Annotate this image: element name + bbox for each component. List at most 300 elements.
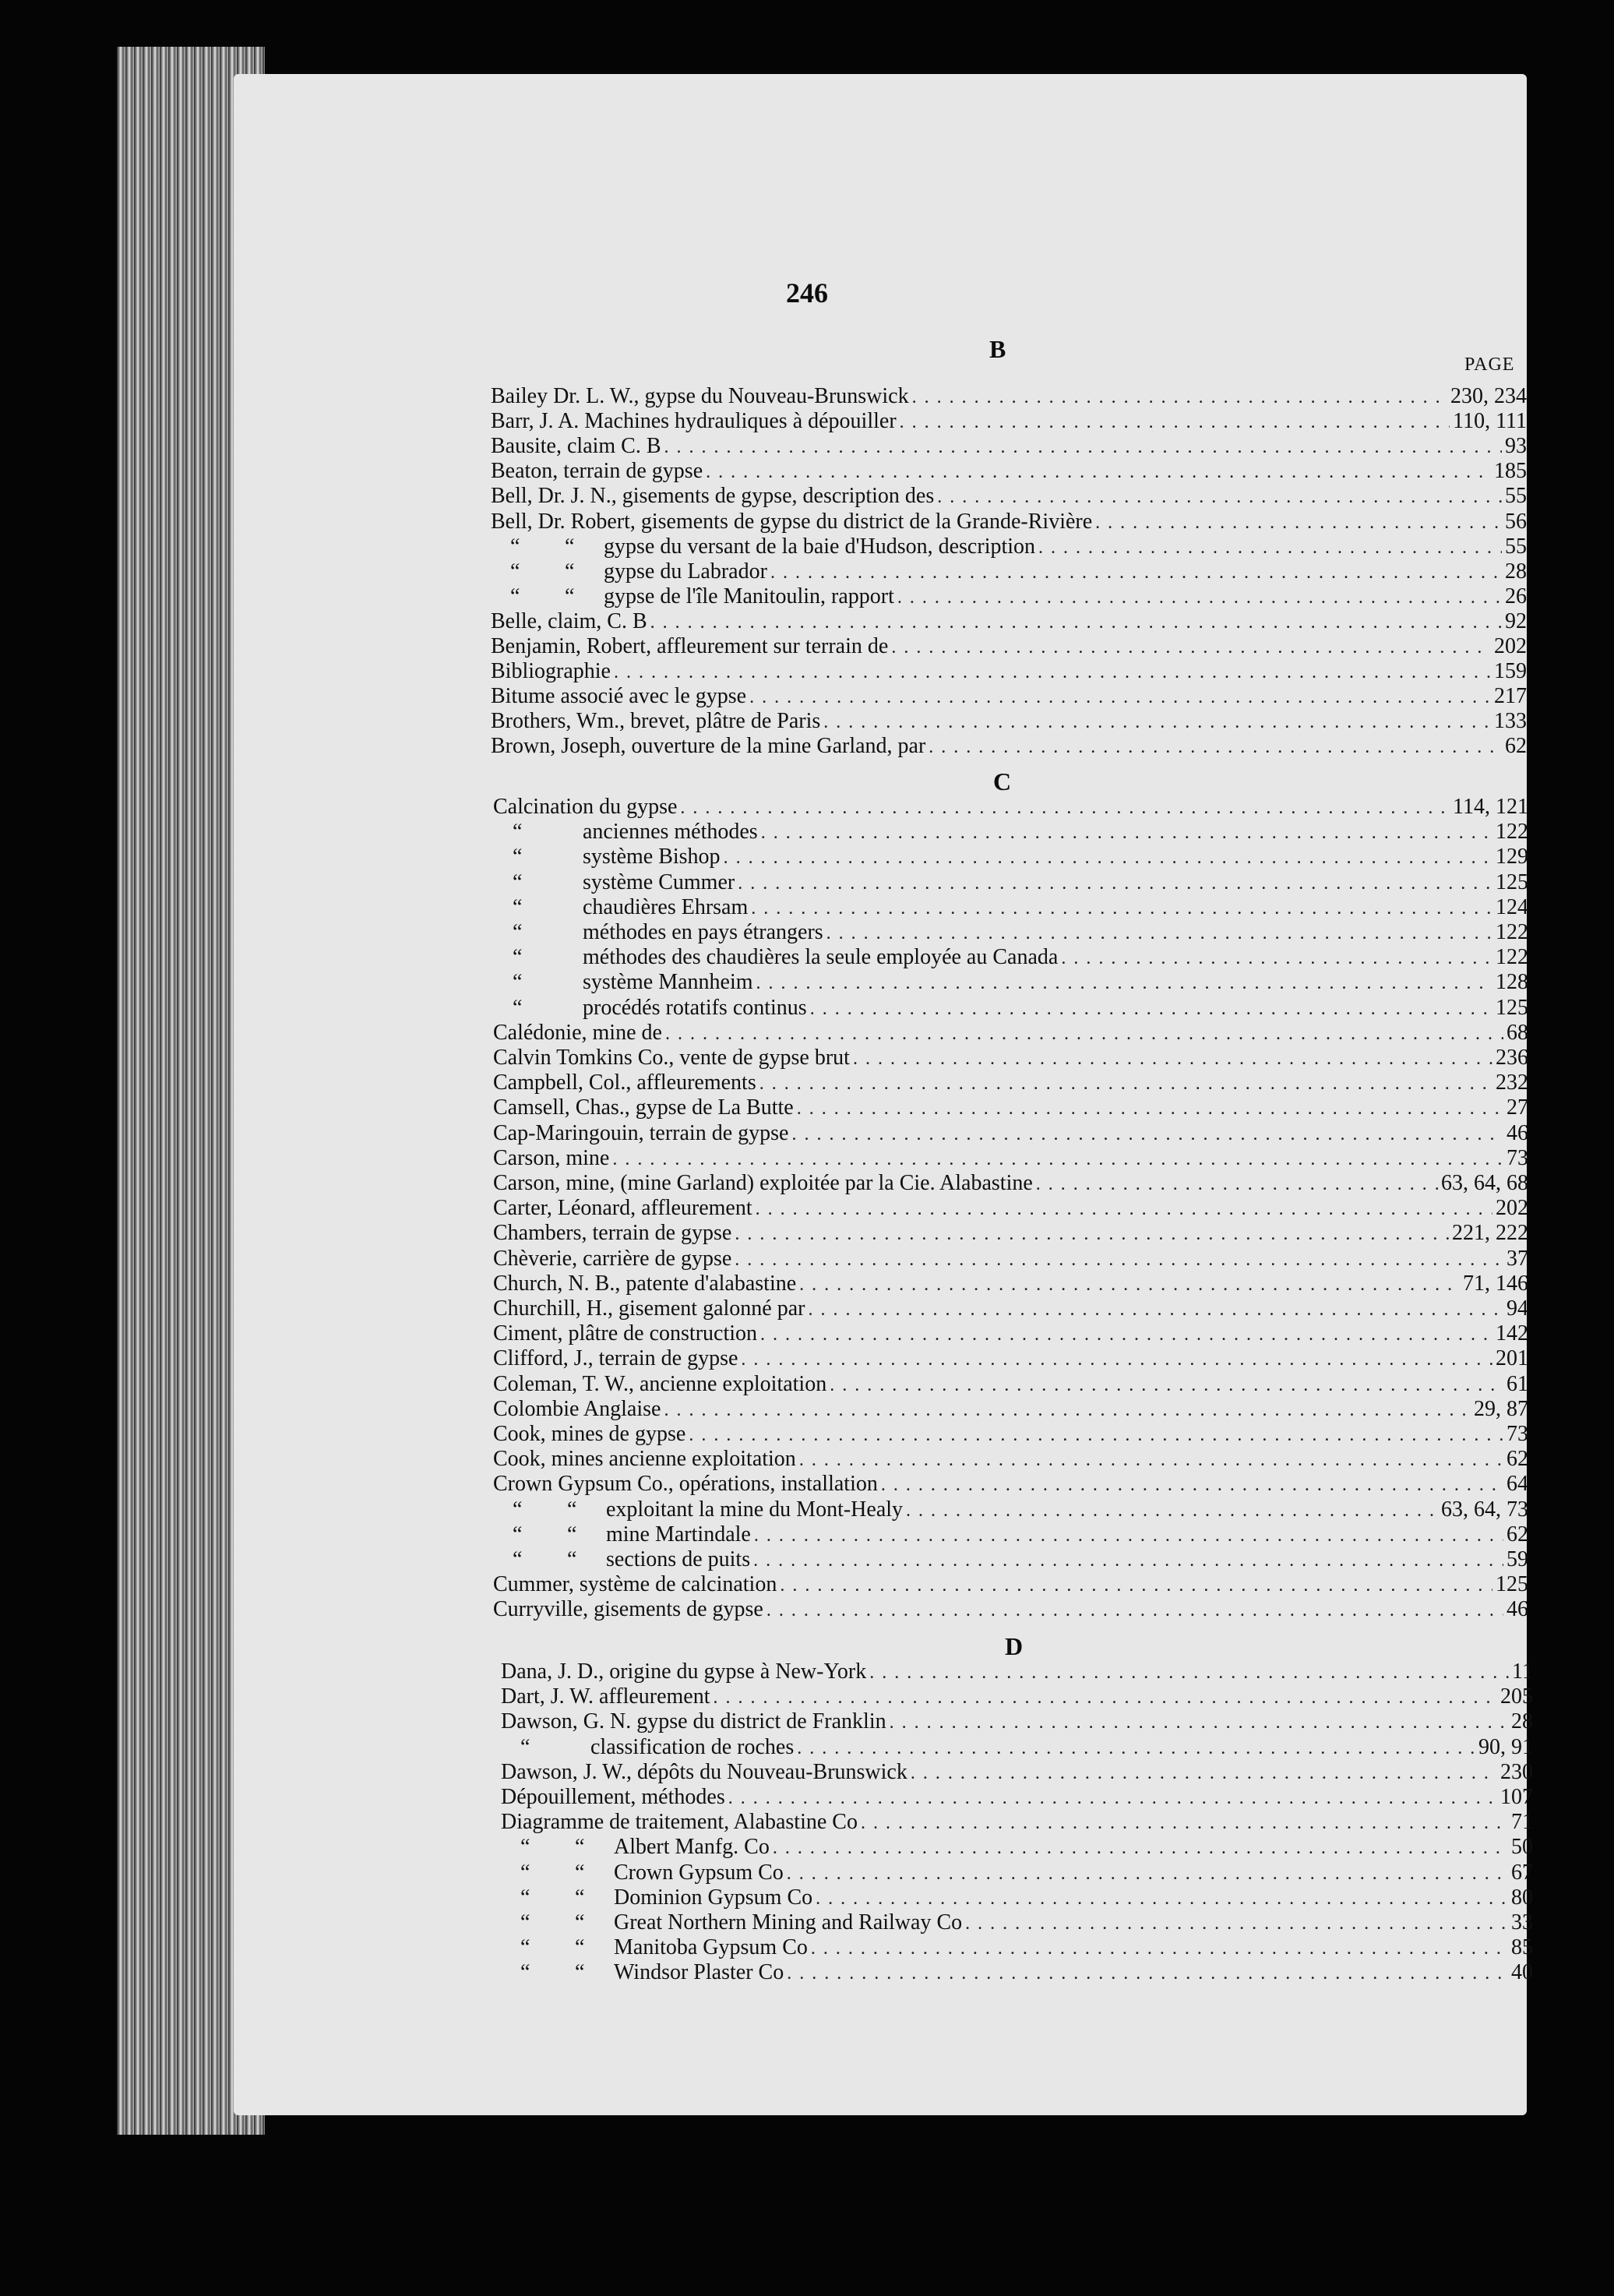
index-entry-text: Carson, mine, (mine Garland) exploitée par la Cie. Alabastine bbox=[493, 1171, 1033, 1195]
index-entry-text: Cap-Maringouin, terrain de gypse bbox=[493, 1120, 789, 1145]
ditto-mark: “ bbox=[513, 995, 523, 1020]
index-entry-pages: 37 bbox=[1507, 1246, 1528, 1271]
index-entry bbox=[493, 1547, 1528, 1572]
index-entry bbox=[493, 795, 1528, 820]
ditto-mark: “ bbox=[567, 1497, 577, 1522]
index-entry-label bbox=[493, 1397, 661, 1422]
ditto-mark: “ bbox=[575, 1835, 585, 1860]
index-entry-text: classification de roches bbox=[590, 1734, 795, 1759]
dot-leader bbox=[780, 1573, 1492, 1598]
index-entry bbox=[493, 1597, 1528, 1622]
index-entry-pages: 125 bbox=[1496, 995, 1528, 1020]
index-entry bbox=[493, 1146, 1528, 1171]
ditto-mark: “ bbox=[575, 1910, 585, 1934]
index-entry-pages: 55 bbox=[1505, 484, 1527, 509]
index-entry-text: Dana, J. D., origine du gypse à New-York bbox=[501, 1659, 867, 1684]
index-entry-pages: 94 bbox=[1507, 1296, 1528, 1321]
ditto-mark: “ bbox=[513, 1497, 523, 1522]
index-entry-label bbox=[491, 634, 888, 659]
index-entry-label bbox=[491, 684, 746, 709]
index-entry bbox=[493, 895, 1528, 920]
index-entry-text: Bailey Dr. L. W., gypse du Nouveau-Brunswick bbox=[491, 384, 909, 408]
index-entry-pages: 202 bbox=[1496, 1196, 1528, 1221]
index-entry-text: Coleman, T. W., ancienne exploitation bbox=[493, 1371, 827, 1396]
index-entry-text: Cook, mines ancienne exploitation bbox=[493, 1447, 796, 1472]
index-entry-text: système Mannheim bbox=[583, 970, 753, 995]
index-entry-text: Brown, Joseph, ouverture de la mine Garland, par bbox=[491, 734, 926, 759]
section-letter-d: D bbox=[1005, 1632, 1024, 1660]
dot-leader bbox=[754, 1523, 1503, 1548]
dot-leader bbox=[735, 1247, 1503, 1272]
ditto-mark: “ bbox=[513, 845, 523, 869]
index-entry-pages: 67 bbox=[1511, 1860, 1533, 1885]
dot-leader bbox=[766, 1598, 1503, 1623]
index-entry-text: gypse du Labrador bbox=[604, 559, 767, 584]
index-entry bbox=[493, 1021, 1528, 1046]
index-entry-text: Camsell, Chas., gypse de La Butte bbox=[493, 1095, 794, 1120]
index-entry-label bbox=[493, 1321, 757, 1346]
index-entry bbox=[493, 1572, 1528, 1597]
dot-leader bbox=[816, 1886, 1508, 1911]
dot-leader bbox=[738, 871, 1492, 896]
index-entry bbox=[491, 609, 1527, 634]
index-entry-pages: 128 bbox=[1496, 970, 1528, 995]
index-entry-label bbox=[493, 1447, 796, 1472]
index-entry-pages: 124 bbox=[1496, 894, 1528, 919]
index-entry-pages: 46 bbox=[1507, 1597, 1528, 1622]
ditto-mark: “ bbox=[510, 534, 520, 559]
index-entry-text: Chambers, terrain de gypse bbox=[493, 1221, 732, 1246]
dot-leader bbox=[759, 1071, 1492, 1096]
page-column-header: PAGE bbox=[1464, 354, 1515, 375]
dot-leader bbox=[1095, 510, 1502, 535]
index-entry bbox=[493, 1397, 1528, 1422]
index-entry-text: procédés rotatifs continus bbox=[583, 995, 807, 1020]
ditto-mark: “ bbox=[567, 1547, 577, 1571]
index-entry-pages: 62 bbox=[1507, 1447, 1528, 1472]
index-entry-label bbox=[493, 1271, 796, 1296]
index-entry-text: sections de puits bbox=[606, 1547, 751, 1571]
index-entry-pages: 64 bbox=[1507, 1472, 1528, 1497]
index-entry-label bbox=[501, 1835, 770, 1860]
index-entry-pages: 90, 91 bbox=[1478, 1734, 1533, 1759]
dot-leader bbox=[680, 795, 1450, 820]
index-entry bbox=[501, 1835, 1533, 1860]
dot-leader bbox=[650, 610, 1502, 635]
index-entry-label bbox=[493, 996, 807, 1021]
index-entry-label bbox=[501, 1960, 784, 1985]
index-entry-label bbox=[493, 820, 758, 845]
index-entry-text: anciennes méthodes bbox=[583, 820, 758, 845]
index-entry bbox=[491, 734, 1527, 759]
dot-leader bbox=[869, 1660, 1509, 1685]
index-entry-text: Brothers, Wm., brevet, plâtre de Paris bbox=[491, 709, 821, 734]
index-entry-pages: 68 bbox=[1507, 1020, 1528, 1045]
index-entry-pages: 63, 64, 68 bbox=[1441, 1171, 1528, 1195]
dot-leader bbox=[612, 1147, 1503, 1172]
index-entry-pages: 73 bbox=[1507, 1145, 1528, 1170]
index-entry-pages: 159 bbox=[1494, 659, 1527, 684]
index-entry-pages: 62 bbox=[1505, 734, 1527, 759]
ditto-mark: “ bbox=[575, 1885, 585, 1910]
index-entry-pages: 59 bbox=[1507, 1547, 1528, 1571]
dot-leader bbox=[706, 460, 1491, 485]
index-entry bbox=[493, 1196, 1528, 1221]
index-entry-label bbox=[493, 1146, 609, 1171]
dot-leader bbox=[614, 660, 1491, 685]
dot-leader bbox=[911, 1761, 1497, 1786]
index-entry-text: Bitume associé avec le gypse bbox=[491, 684, 747, 709]
index-entry-text: chaudières Ehrsam bbox=[583, 894, 749, 919]
index-entry-label bbox=[493, 870, 735, 895]
dot-leader bbox=[881, 1472, 1503, 1497]
index-entry-text: Church, N. B., patente d'alabastine bbox=[493, 1271, 797, 1296]
dot-leader bbox=[811, 1936, 1508, 1961]
index-entry bbox=[493, 1095, 1528, 1120]
index-entry-label bbox=[501, 1860, 784, 1885]
dot-leader bbox=[689, 1423, 1503, 1448]
dot-leader bbox=[791, 1122, 1503, 1147]
index-entry bbox=[493, 1046, 1528, 1070]
index-entry-label bbox=[493, 1472, 878, 1497]
index-entry-text: Bibliographie bbox=[491, 659, 611, 684]
ditto-mark: “ bbox=[513, 920, 523, 944]
ditto-mark: “ bbox=[520, 1734, 530, 1759]
ditto-mark: “ bbox=[513, 1547, 523, 1571]
ditto-mark: “ bbox=[513, 1522, 523, 1547]
dot-leader bbox=[799, 1272, 1460, 1297]
ditto-mark: “ bbox=[513, 869, 523, 894]
index-entry-label bbox=[501, 1910, 962, 1935]
index-entry-label bbox=[493, 1497, 903, 1522]
index-entry-label bbox=[493, 895, 748, 920]
index-entry-label bbox=[501, 1935, 808, 1960]
dot-leader bbox=[808, 1297, 1503, 1322]
index-entry bbox=[493, 996, 1528, 1021]
dot-leader bbox=[756, 1197, 1492, 1222]
dot-leader bbox=[965, 1911, 1508, 1936]
dot-leader bbox=[897, 585, 1502, 610]
index-entry-text: Dawson, J. W., dépôts du Nouveau-Brunswick bbox=[501, 1759, 907, 1784]
index-entry-pages: 236 bbox=[1496, 1046, 1528, 1070]
index-entry bbox=[491, 434, 1527, 459]
index-entry-label bbox=[491, 510, 1092, 534]
dot-leader bbox=[797, 1096, 1503, 1121]
index-entry bbox=[491, 534, 1527, 559]
dot-leader bbox=[735, 1222, 1449, 1247]
index-entry-pages: 185 bbox=[1494, 459, 1527, 484]
dot-leader bbox=[890, 1710, 1508, 1735]
index-entry-text: Diagramme de traitement, Alabastine Co bbox=[501, 1810, 858, 1835]
ditto-mark: “ bbox=[520, 1860, 530, 1885]
index-entry bbox=[501, 1810, 1533, 1835]
index-entry bbox=[493, 1171, 1528, 1196]
index-entry-text: Dominion Gypsum Co bbox=[614, 1885, 813, 1910]
index-entry-label bbox=[501, 1810, 858, 1835]
index-entry bbox=[491, 634, 1527, 659]
dot-leader bbox=[664, 1398, 1471, 1423]
index-entry-label bbox=[493, 945, 1058, 970]
index-entry bbox=[501, 1684, 1533, 1709]
index-entry-pages: 107 bbox=[1500, 1785, 1533, 1809]
index-entry bbox=[493, 945, 1528, 970]
index-entry-text: Colombie Anglaise bbox=[493, 1396, 661, 1421]
dot-leader bbox=[891, 635, 1491, 660]
index-entry-pages: 221, 222 bbox=[1452, 1221, 1528, 1246]
index-entry-pages: 125 bbox=[1496, 869, 1528, 894]
index-entry bbox=[501, 1760, 1533, 1785]
index-entry-label bbox=[501, 1659, 866, 1684]
index-entry-text: Churchill, H., gisement galonné par bbox=[493, 1296, 805, 1321]
ditto-mark: “ bbox=[520, 1835, 530, 1860]
index-entry-pages: 201 bbox=[1496, 1346, 1528, 1371]
dot-leader bbox=[773, 1836, 1508, 1860]
dot-leader bbox=[1036, 1172, 1438, 1197]
ditto-mark: “ bbox=[565, 584, 575, 608]
index-entry-text: Benjamin, Robert, affleurement sur terrain de bbox=[491, 634, 889, 658]
index-entry-pages: 92 bbox=[1505, 608, 1527, 633]
index-entry bbox=[491, 709, 1527, 734]
ditto-mark: “ bbox=[513, 820, 523, 845]
index-entry bbox=[501, 1960, 1533, 1985]
index-entry bbox=[491, 384, 1527, 409]
dot-leader bbox=[810, 996, 1492, 1021]
dot-leader bbox=[1061, 946, 1492, 971]
ditto-mark: “ bbox=[575, 1960, 585, 1985]
index-entry-label bbox=[493, 1547, 750, 1572]
index-entry bbox=[493, 1247, 1528, 1271]
index-entry bbox=[493, 870, 1528, 895]
dot-leader bbox=[787, 1861, 1508, 1886]
dot-leader bbox=[761, 820, 1492, 845]
index-entry-label bbox=[493, 1346, 738, 1371]
ditto-mark: “ bbox=[520, 1935, 530, 1960]
dot-leader bbox=[770, 560, 1502, 585]
index-entry-text: Cummer, système de calcination bbox=[493, 1572, 777, 1597]
index-entry-pages: 230 bbox=[1500, 1759, 1533, 1784]
index-entry-text: Albert Manfg. Co bbox=[614, 1835, 770, 1860]
index-entry-label bbox=[491, 409, 897, 434]
ditto-mark: “ bbox=[520, 1960, 530, 1985]
ditto-mark: “ bbox=[513, 894, 523, 919]
index-entry-text: Great Northern Mining and Railway Co bbox=[614, 1910, 963, 1934]
index-entry-label bbox=[491, 609, 647, 634]
index-entry-pages: 11 bbox=[1512, 1659, 1533, 1684]
dot-leader bbox=[724, 845, 1492, 870]
index-entry-label bbox=[501, 1684, 710, 1709]
index-entry-label bbox=[493, 1372, 826, 1397]
index-entry-text: Manitoba Gypsum Co bbox=[614, 1935, 808, 1960]
index-entry bbox=[493, 1221, 1528, 1246]
index-entry bbox=[493, 1321, 1528, 1346]
dot-leader bbox=[826, 921, 1492, 946]
index-entry-pages: 93 bbox=[1505, 434, 1527, 459]
index-entry-label bbox=[491, 659, 611, 684]
index-entry-pages: 62 bbox=[1507, 1522, 1528, 1547]
index-entry-pages: 71, 146 bbox=[1463, 1271, 1528, 1296]
index-entry-text: Calcination du gypse bbox=[493, 795, 678, 819]
index-entry-label bbox=[493, 920, 823, 945]
dot-leader bbox=[1038, 535, 1502, 560]
index-entry-text: Dawson, G. N. gypse du district de Franklin bbox=[501, 1709, 886, 1734]
index-entry-label bbox=[501, 1785, 725, 1810]
index-entry-pages: 27 bbox=[1507, 1095, 1528, 1120]
index-entry-pages: 232 bbox=[1496, 1070, 1528, 1095]
index-entry-text: exploitant la mine du Mont-Healy bbox=[606, 1497, 904, 1522]
index-entry bbox=[501, 1709, 1533, 1734]
index-entry bbox=[493, 845, 1528, 869]
dot-leader bbox=[900, 410, 1450, 435]
index-entry-label bbox=[501, 1735, 794, 1760]
index-entry-label bbox=[493, 1070, 756, 1095]
dot-leader bbox=[853, 1046, 1492, 1071]
index-entry-label bbox=[493, 1046, 850, 1070]
index-entry bbox=[493, 820, 1528, 845]
index-entry bbox=[491, 484, 1527, 509]
index-entry-label bbox=[493, 1095, 794, 1120]
index-entry-text: Bell, Dr. J. N., gisements de gypse, description des bbox=[491, 484, 935, 509]
ditto-mark: “ bbox=[513, 945, 523, 970]
index-entry bbox=[501, 1785, 1533, 1810]
index-entry-label bbox=[493, 1121, 788, 1146]
index-entry-label bbox=[493, 1522, 751, 1547]
index-entry-label bbox=[493, 1296, 805, 1321]
index-entry-text: mine Martindale bbox=[606, 1522, 751, 1547]
index-entry bbox=[501, 1885, 1533, 1910]
index-entry-pages: 217 bbox=[1494, 684, 1527, 709]
dot-leader bbox=[799, 1448, 1503, 1472]
index-entry-text: Carson, mine bbox=[493, 1145, 610, 1170]
page-number: 246 bbox=[786, 277, 828, 309]
index-entry-pages: 122 bbox=[1496, 820, 1528, 845]
index-entry-pages: 122 bbox=[1496, 945, 1528, 970]
dot-leader bbox=[830, 1373, 1503, 1398]
index-entry-label bbox=[491, 434, 661, 459]
index-entry-pages: 33 bbox=[1511, 1910, 1533, 1934]
index-entry-text: gypse de l'île Manitoulin, rapport bbox=[604, 584, 894, 608]
index-entry-text: Beaton, terrain de gypse bbox=[491, 459, 703, 484]
index-entry bbox=[493, 1271, 1528, 1296]
index-entry-label bbox=[493, 1572, 777, 1597]
index-entry-text: système Cummer bbox=[583, 869, 735, 894]
index-entry-text: Crown Gypsum Co bbox=[614, 1860, 784, 1885]
index-entry-label bbox=[501, 1885, 812, 1910]
dot-leader bbox=[753, 1548, 1503, 1573]
index-entry-text: Calvin Tomkins Co., vente de gypse brut bbox=[493, 1046, 850, 1070]
index-entry-pages: 56 bbox=[1505, 509, 1527, 534]
index-entry-pages: 122 bbox=[1496, 920, 1528, 944]
ditto-mark: “ bbox=[565, 534, 575, 559]
index-entry-label bbox=[493, 1422, 685, 1447]
index-entry-text: Cook, mines de gypse bbox=[493, 1422, 686, 1446]
index-entry-text: gypse du versant de la baie d'Hudson, description bbox=[604, 534, 1036, 559]
index-entry-text: Windsor Plaster Co bbox=[614, 1960, 784, 1985]
index-entry-label bbox=[491, 559, 767, 584]
index-entry-text: Dart, J. W. affleurement bbox=[501, 1684, 710, 1709]
ditto-mark: “ bbox=[520, 1885, 530, 1910]
index-entry-pages: 80 bbox=[1511, 1885, 1533, 1910]
dot-leader bbox=[906, 1498, 1438, 1523]
dot-leader bbox=[751, 896, 1492, 921]
dot-leader bbox=[929, 735, 1502, 760]
index-entry-text: Calédonie, mine de bbox=[493, 1020, 662, 1045]
index-entry-pages: 205 bbox=[1500, 1684, 1533, 1709]
index-entry-label bbox=[493, 1597, 763, 1622]
index-entry-label bbox=[493, 1021, 662, 1046]
index-entry bbox=[493, 920, 1528, 945]
ditto-mark: “ bbox=[513, 970, 523, 995]
index-entry-label bbox=[493, 1247, 731, 1271]
ditto-mark: “ bbox=[510, 584, 520, 608]
index-entry-pages: 71 bbox=[1511, 1810, 1533, 1835]
index-entry-text: Clifford, J., terrain de gypse bbox=[493, 1346, 738, 1371]
ditto-mark: “ bbox=[567, 1522, 577, 1547]
index-entry-pages: 28 bbox=[1505, 559, 1527, 584]
index-entry-label bbox=[491, 459, 703, 484]
index-entry bbox=[493, 1296, 1528, 1321]
index-entry-label bbox=[491, 734, 925, 759]
index-entry bbox=[493, 1522, 1528, 1547]
dot-leader bbox=[823, 710, 1491, 735]
index-entry bbox=[493, 1070, 1528, 1095]
index-entry bbox=[493, 1497, 1528, 1522]
section-letter-b: B bbox=[989, 335, 1006, 363]
index-entry-text: système Bishop bbox=[583, 845, 721, 869]
index-entry bbox=[493, 1447, 1528, 1472]
dot-leader bbox=[756, 971, 1492, 996]
index-entry-label bbox=[491, 484, 934, 509]
index-entry-text: Curryville, gisements de gypse bbox=[493, 1597, 763, 1622]
dot-leader bbox=[797, 1736, 1475, 1761]
index-entry-pages: 129 bbox=[1496, 845, 1528, 869]
index-entry-label bbox=[493, 795, 677, 820]
dot-leader bbox=[714, 1685, 1497, 1710]
index-entry-label bbox=[491, 709, 820, 734]
index-entry-pages: 114, 121 bbox=[1453, 795, 1528, 819]
ditto-mark: “ bbox=[510, 559, 520, 584]
index-entry-text: Belle, claim, C. B bbox=[491, 608, 647, 633]
index-entry-pages: 26 bbox=[1505, 584, 1527, 608]
index-entry-text: Dépouillement, méthodes bbox=[501, 1785, 725, 1809]
index-entry-pages: 142 bbox=[1496, 1321, 1528, 1346]
index-entry-text: méthodes en pays étrangers bbox=[583, 920, 823, 944]
index-entry-text: Chèverie, carrière de gypse bbox=[493, 1246, 732, 1271]
index-entry-text: Crown Gypsum Co., opérations, installation bbox=[493, 1472, 878, 1497]
index-entry bbox=[493, 1121, 1528, 1146]
index-entry-pages: 61 bbox=[1507, 1371, 1528, 1396]
index-entry bbox=[493, 970, 1528, 995]
index-entry bbox=[501, 1935, 1533, 1960]
index-entry-pages: 110, 111 bbox=[1453, 409, 1527, 434]
index-entry bbox=[491, 659, 1527, 684]
dot-leader bbox=[787, 1961, 1508, 1986]
index-entry bbox=[491, 559, 1527, 584]
ditto-mark: “ bbox=[575, 1860, 585, 1885]
ditto-mark: “ bbox=[565, 559, 575, 584]
dot-leader bbox=[760, 1322, 1492, 1347]
dot-leader bbox=[728, 1786, 1497, 1811]
index-entry-pages: 40 bbox=[1511, 1960, 1533, 1985]
index-entry bbox=[491, 459, 1527, 484]
index-entry-pages: 46 bbox=[1507, 1120, 1528, 1145]
section-letter-c: C bbox=[993, 767, 1012, 795]
dot-leader bbox=[912, 385, 1447, 410]
index-entry-pages: 73 bbox=[1507, 1422, 1528, 1446]
index-entry-text: Bausite, claim C. B bbox=[491, 434, 661, 459]
index-entry bbox=[501, 1910, 1533, 1935]
index-entry-label bbox=[491, 584, 894, 609]
index-entry bbox=[501, 1659, 1533, 1684]
